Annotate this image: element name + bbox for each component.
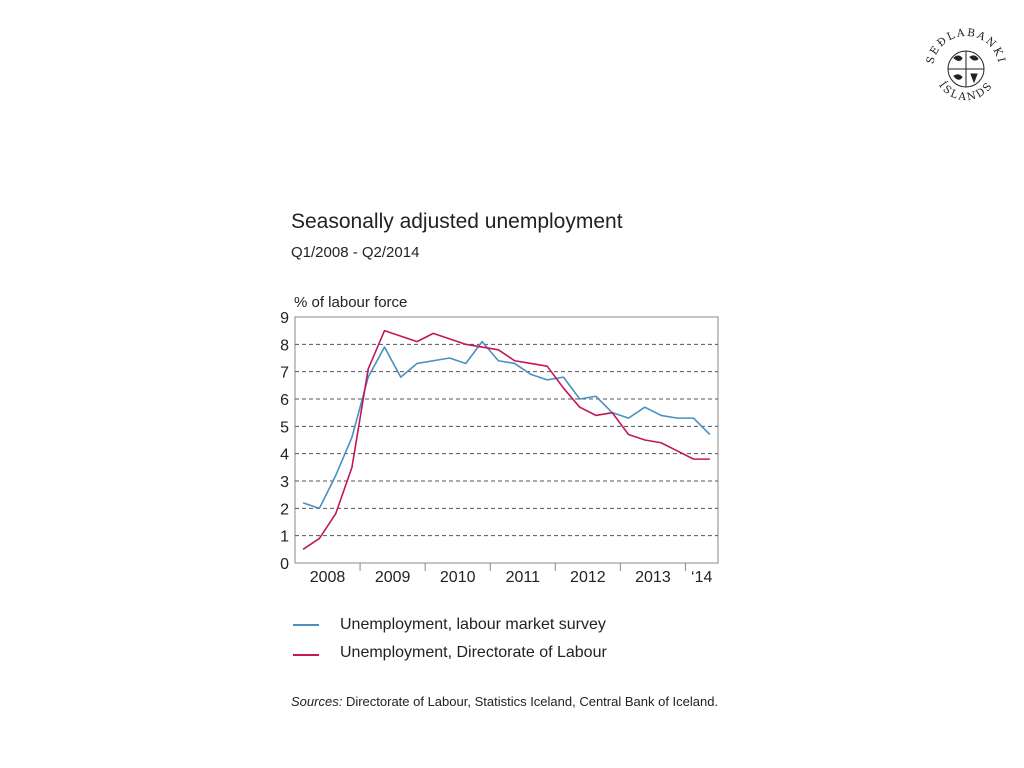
sources-text: Directorate of Labour, Statistics Iceland, Central Bank of Iceland. [345, 694, 719, 709]
y-tick-label: 5 [280, 419, 289, 437]
x-tick-label: 2009 [374, 569, 411, 586]
chart-title: Seasonally adjusted unemployment [291, 210, 623, 233]
legend-label-directorate: Unemployment, Directorate of Labour [340, 644, 607, 661]
y-tick-label: 6 [280, 392, 289, 409]
series-line-directorate [303, 331, 710, 550]
y-tick-label: 4 [280, 446, 289, 464]
y-tick-label: 9 [280, 310, 289, 327]
y-tick-label: 2 [280, 501, 289, 519]
x-tick-label: 2010 [439, 569, 476, 586]
plot-frame [295, 317, 718, 563]
y-tick-label: 8 [280, 337, 289, 355]
x-tick-label: ‘14 [691, 569, 713, 586]
logo-bottom-text: ÍSLANDS [936, 79, 996, 104]
y-tick-label: 3 [280, 474, 289, 491]
y-axis-label: % of labour force [294, 294, 408, 311]
sources-label: Sources: [291, 694, 343, 709]
logo-top-text: SEÐLABANKI [924, 26, 1008, 66]
legend-swatch-directorate [293, 654, 319, 656]
x-tick-label: 2011 [505, 569, 540, 586]
x-tick-label: 2008 [309, 569, 346, 586]
series-line-survey [303, 342, 710, 509]
x-tick-label: 2012 [570, 569, 606, 586]
legend-label-survey: Unemployment, labour market survey [340, 616, 606, 633]
legend-swatch-survey [293, 624, 319, 626]
y-tick-label: 7 [280, 364, 289, 382]
y-tick-label: 1 [280, 528, 289, 546]
y-tick-label: 0 [280, 556, 289, 573]
x-tick-label: 2013 [635, 569, 671, 586]
sources-note [291, 694, 718, 709]
chart-subtitle: Q1/2008 - Q2/2014 [291, 244, 420, 261]
